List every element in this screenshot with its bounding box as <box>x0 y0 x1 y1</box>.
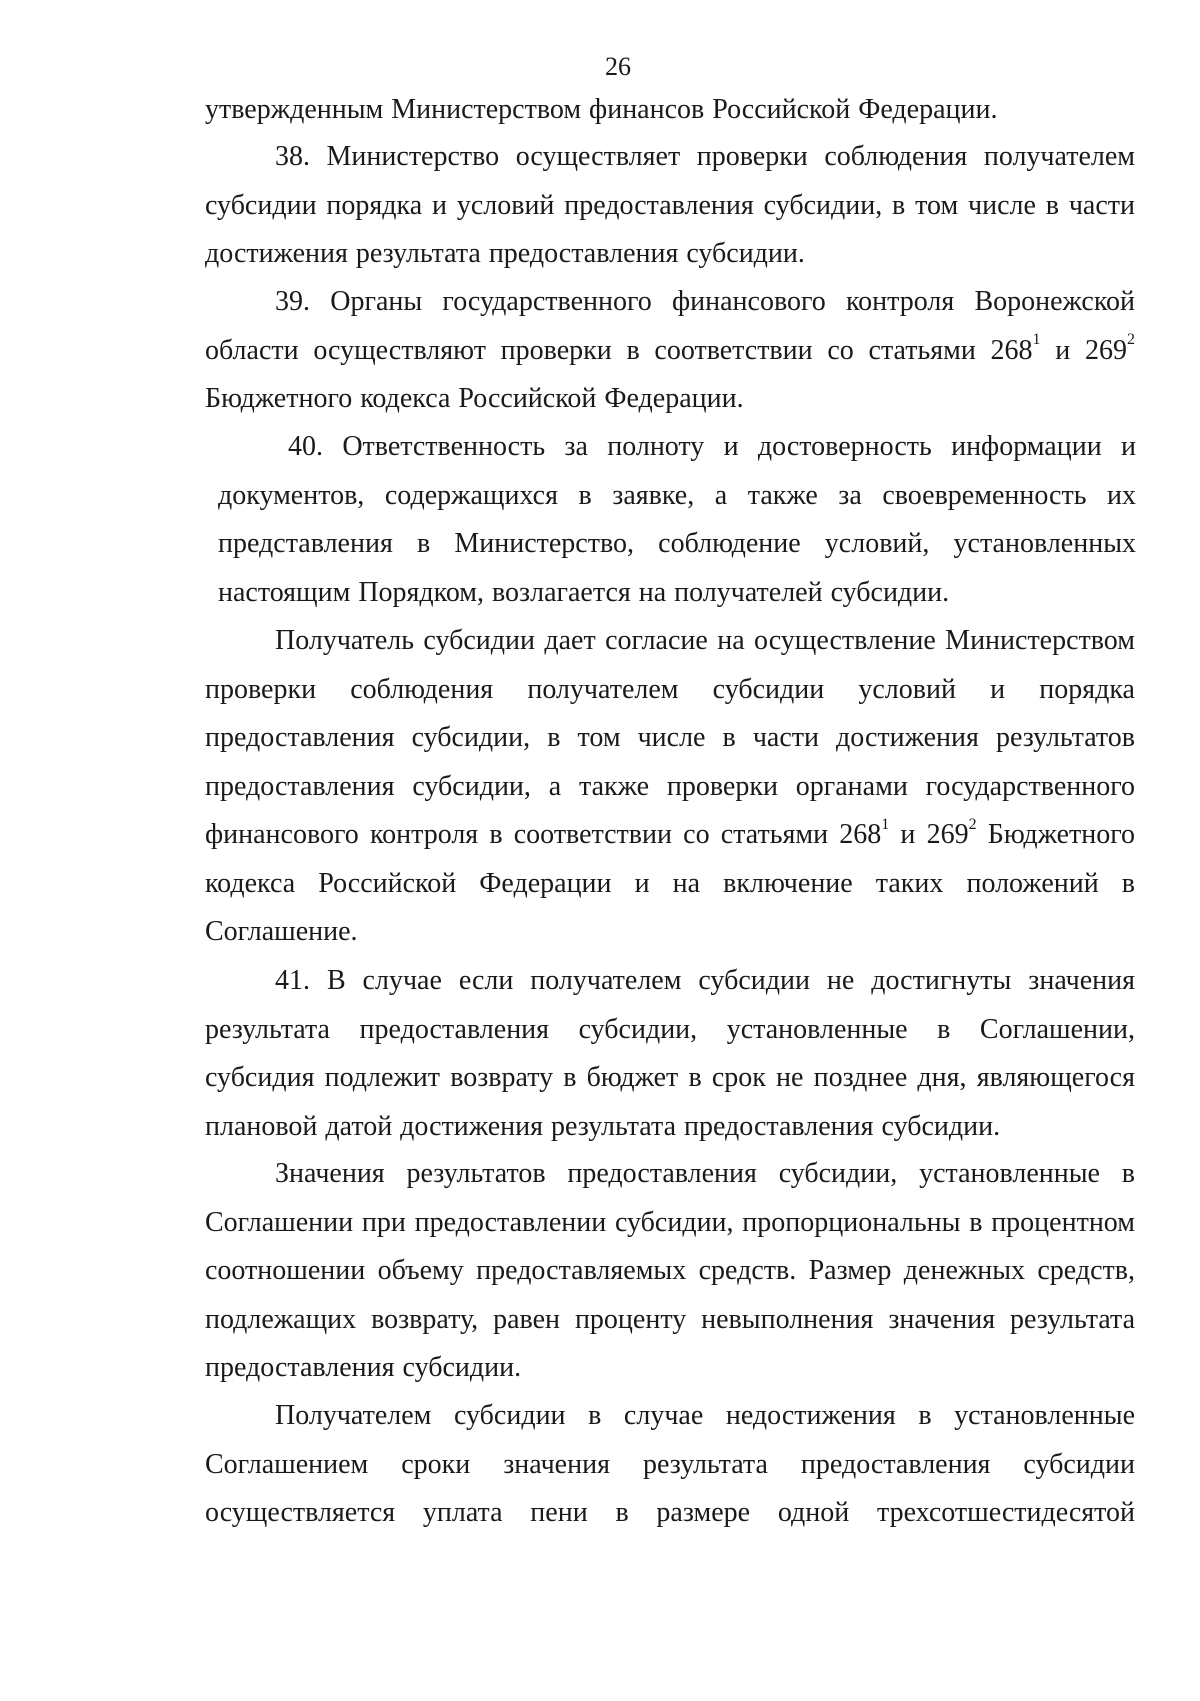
paragraph-40: 40. Ответственность за полноту и достоверность информации и документов, содержащихся в заявке, а также за своевременность их представления в Министерство, соблюдение условий, установленных настоящим Порядком, возлагается на получателей субсидии. <box>218 431 1136 608</box>
paragraph-39-text-a: 39. Органы государственного финансового контроля Воронежской области осуществляют проверки в соответствии со статьями 268 <box>205 286 1135 366</box>
paragraph-40-consent-text-b: и 269 <box>889 819 969 850</box>
superscript: 1 <box>881 815 890 833</box>
paragraph-40-consent-text-a: Получатель субсидии дает согласие на осуществление Министерством проверки соблюдения получателем субсидии условий и порядка предоставления субсидии, в том числе в части достижения результатов предоставления субсидии, а также проверки органами государственного финансового контроля в соответствии со статьями 268 <box>205 625 1135 850</box>
paragraph-41-values: Значения результатов предоставления субсидии, установленные в Соглашении при предоставлении субсидии, пропорциональны в процентном соотношении объему предоставляемых средств. Размер денежных средств, подлежащих возврату, равен проценту невыполнения значения результата предоставления субсидии. <box>205 1158 1135 1383</box>
superscript: 2 <box>1127 331 1135 349</box>
paragraph-39 <box>205 278 1135 424</box>
paragraph-continuation: утвержденным Министерством финансов Российской Федерации. <box>205 94 998 125</box>
superscript: 1 <box>1032 331 1041 349</box>
paragraph-41: 41. В случае если получателем субсидии не достигнуты значения результата предоставления субсидии, установленные в Соглашении, субсидия подлежит возврату в бюджет в срок не позднее дня, являющегося плановой датой достижения результата предоставления субсидии. <box>205 965 1135 1142</box>
paragraph-40-consent-text-c: Бюджетного кодекса Российской Федерации и на включение таких положений в Соглашение. <box>205 819 1136 947</box>
paragraph-39-text-b: и 269 <box>1040 334 1127 366</box>
paragraph-39-text-c: Бюджетного кодекса Российской Федерации. <box>205 383 744 414</box>
superscript: 2 <box>968 815 977 833</box>
page-number: 26 <box>605 52 631 81</box>
paragraph-40-consent <box>205 617 1135 957</box>
paragraph-38: 38. Министерство осуществляет проверки соблюдения получателем субсидии порядка и условий предоставления субсидии, в том числе в части достижения результата предоставления субсидии. <box>205 141 1135 269</box>
paragraph-41-penalty: Получателем субсидии в случае недостижения в установленные Соглашением сроки значения результата предоставления субсидии осуществляется уплата пени в размере одной трехсотшестидесятой <box>205 1400 1135 1528</box>
